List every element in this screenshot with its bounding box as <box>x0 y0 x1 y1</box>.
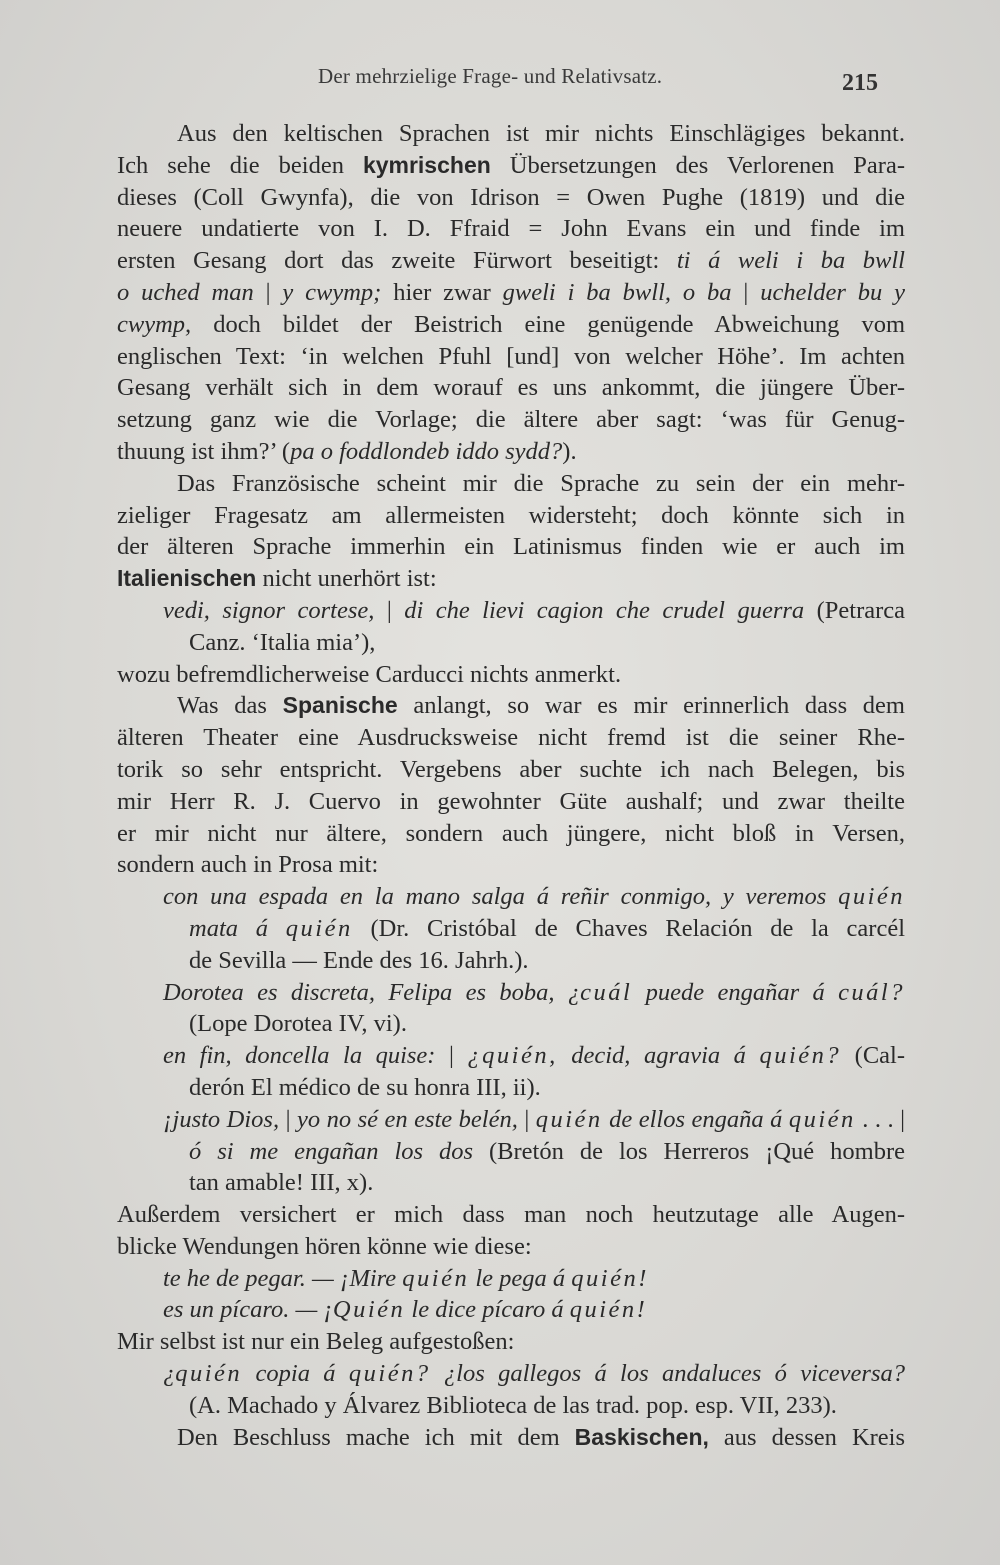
text-line: sondern auch in Prosa mit: <box>117 851 379 879</box>
bold-term: kymrischen <box>362 151 491 178</box>
quote-line: te he de pegar. — ¡Mire quién le pega á quién! <box>163 1264 649 1292</box>
text-line: Mir selbst ist nur ein Beleg aufgestoßen: <box>117 1328 515 1356</box>
text-line: torik so sehr entspricht. Vergebens aber suchte ich nach Belegen, bis <box>117 755 905 783</box>
quote-line: derón El médico de su honra III, ii). <box>189 1073 541 1101</box>
bold-term: Italienischen <box>117 565 257 592</box>
quote-line: de Sevilla — Ende des 16. Jahrh.). <box>189 946 529 974</box>
text-line: englischen Text: ‘in welchen Pfuhl [und] von welcher Höhe’. Im achten <box>117 342 905 370</box>
text-line: ersten Gesang dort das zweite Fürwort beseitigt: ti á weli i ba bwll <box>117 247 905 275</box>
text-line: Den Beschluss mache ich mit dem Baskischen, aus dessen Kreis <box>177 1423 906 1451</box>
text-line: o uched man | y cwymp; hier zwar gweli i ba bwll, o ba | uchelder bu y <box>117 278 906 306</box>
running-title: Der mehrzielige Frage- und Relativsatz. <box>318 64 663 88</box>
text-line: Italienischen nicht unerhört ist: <box>117 565 437 593</box>
text-line: neuere undatierte von I. D. Ffraid = John Evans ein und finde im <box>117 215 905 243</box>
text-line: thuung ist ihm?’ (pa o foddlondeb iddo sydd?). <box>117 437 577 465</box>
text-line: zieliger Fragesatz am allermeisten widersteht; doch könnte sich in <box>117 501 905 529</box>
quote-line: ¿quién copia á quién? ¿los gallegos á los andaluces ó viceversa? <box>163 1360 905 1388</box>
text-line: mir Herr R. J. Cuervo in gewohnter Güte aushalf; und zwar theilte <box>117 787 905 815</box>
bold-term: Baskischen, <box>574 1423 709 1450</box>
text-line: Aus den keltischen Sprachen ist mir nichts Einschlägiges bekannt. <box>177 120 905 147</box>
text-line: setzung ganz wie die Vorlage; die ältere aber sagt: ‘was für Genug- <box>117 406 905 434</box>
text-line: Ich sehe die beiden kymrischen Übersetzungen des Verlorenen Para- <box>117 151 905 179</box>
quote-line: tan amable! III, x). <box>189 1169 374 1197</box>
text-line: der älteren Sprache immerhin ein Latinismus finden wie er auch im <box>117 533 905 561</box>
page-number: 215 <box>842 70 878 96</box>
text-line: Außerdem versichert er mich dass man noch heutzutage alle Augen- <box>117 1201 905 1229</box>
text-line: wozu befremdlicherweise Carducci nichts anmerkt. <box>117 660 622 688</box>
text-line: cwymp, doch bildet der Beistrich eine genügende Abweichung vom <box>117 310 905 338</box>
text-line: älteren Theater eine Ausdrucksweise nicht fremd ist die seiner Rhe- <box>117 724 905 752</box>
text-line: blicke Wendungen hören könne wie diese: <box>117 1232 532 1260</box>
quote-line: (Lope Dorotea IV, vi). <box>189 1010 407 1038</box>
bold-term: Spanische <box>282 692 398 719</box>
quote-line: Dorotea es discreta, Felipa es boba, ¿cuál puede engañar á cuál? <box>163 978 905 1006</box>
quote-line: ¡justo Dios, | yo no sé en este belén, | quién de ellos engaña á quién . . . | <box>163 1105 906 1133</box>
page-body <box>117 118 905 1453</box>
quote-line: (A. Machado y Álvarez Biblioteca de las trad. pop. esp. VII, 233). <box>189 1391 837 1419</box>
text-line: Gesang verhält sich in dem worauf es uns ankommt, die jüngere Über- <box>117 374 905 402</box>
text-line: er mir nicht nur ältere, sondern auch jüngere, nicht bloß in Versen, <box>117 819 905 847</box>
quote-line: en fin, doncella la quise: | ¿quién, decid, agravia á quién? (Cal- <box>163 1042 905 1070</box>
quote-line: ó si me engañan los dos (Bretón de los Herreros ¡Qué hombre <box>189 1137 905 1165</box>
text-line: Was das Spanische anlangt, so war es mir erinnerlich dass dem <box>177 692 905 720</box>
quote-line: con una espada en la mano salga á reñir conmigo, y veremos quién <box>163 883 905 911</box>
quote-line: Canz. ‘Italia mia’), <box>189 628 376 656</box>
text-line: Das Französische scheint mir die Sprache zu sein der ein mehr- <box>177 469 905 497</box>
quote-line: mata á quién (Dr. Cristóbal de Chaves Relación de la carcél <box>189 914 906 942</box>
quote-line: vedi, signor cortese, | di che lievi cagion che crudel guerra (Petrarca <box>163 596 906 624</box>
text-line: dieses (Coll Gwynfa), die von Idrison = Owen Pughe (1819) und die <box>117 183 905 211</box>
quote-line: es un pícaro. — ¡Quién le dice pícaro á quién! <box>163 1296 648 1324</box>
